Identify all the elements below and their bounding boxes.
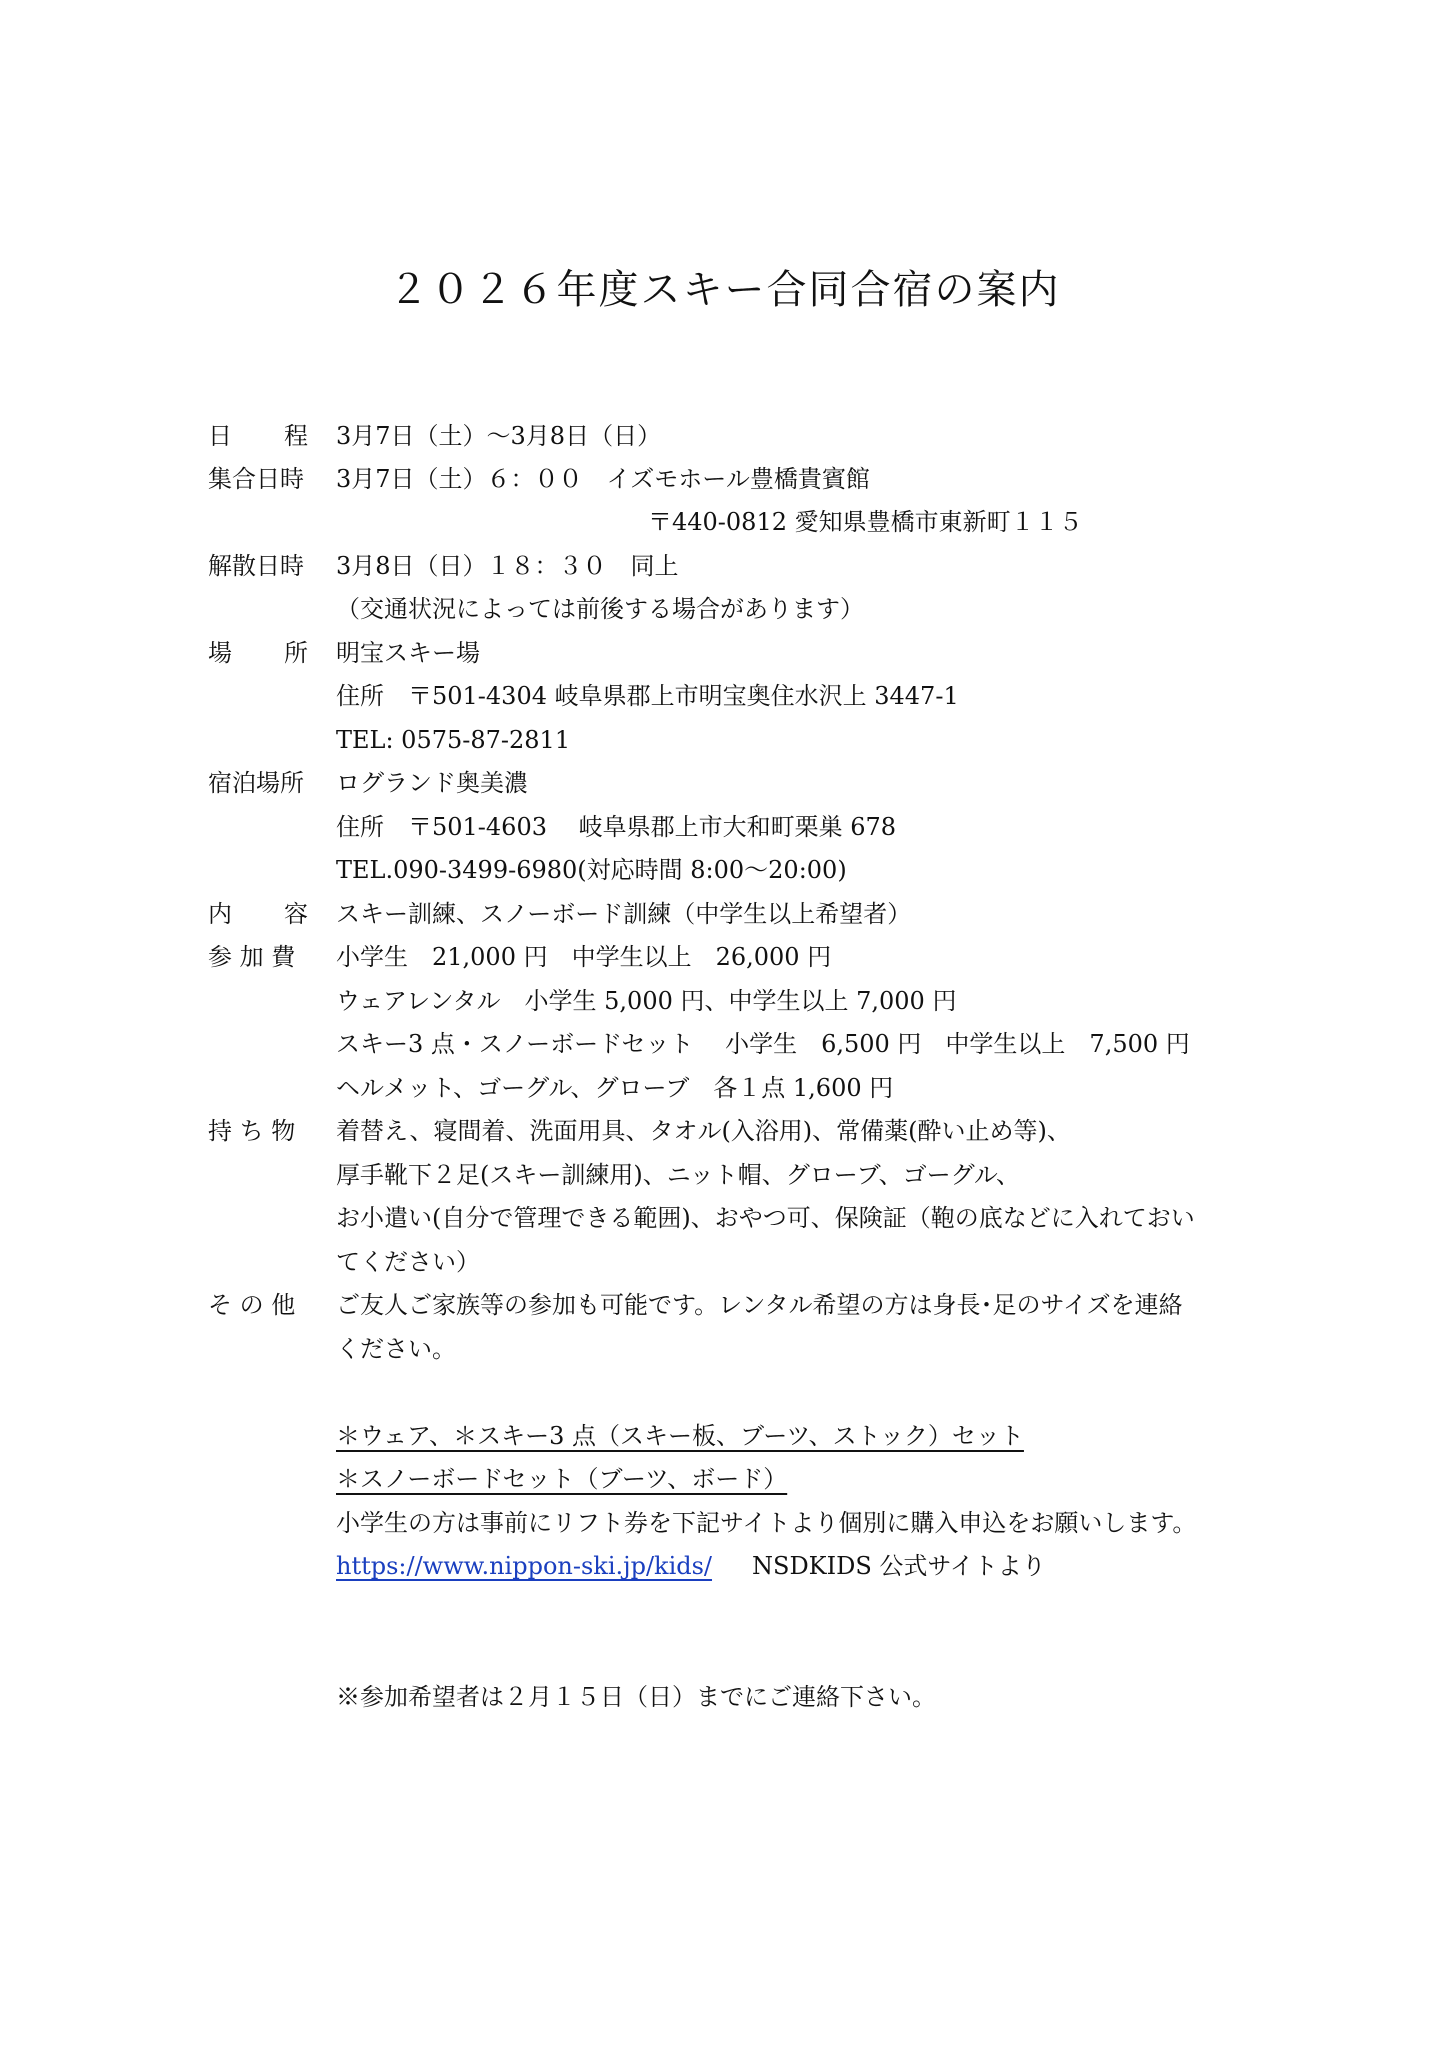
rental-items-line-2: ＊スノーボードセット（ブーツ、ボード） [336, 1465, 788, 1493]
label-location-b: 所 [284, 639, 308, 667]
lift-ticket-note: 小学生の方は事前にリフト券を下記サイトより個別に購入申込をお願いします。 [336, 1509, 1197, 1537]
lodging-tel: TEL.090-3499-6980(対応時間 8:00～20:00) [336, 856, 847, 884]
belongings-line-2: 厚手靴下２足(スキー訓練用)、ニット帽、グローブ、ゴーグル、 [336, 1161, 1021, 1189]
fees-line-3: スキー3 点・スノーボードセット 小学生 6,500 円 中学生以上 7,500 円 [336, 1030, 1190, 1058]
label-location [208, 638, 308, 668]
url-note: NSDKIDS 公式サイトより [752, 1552, 1046, 1580]
label-other: そ の 他 [208, 1291, 296, 1319]
label-schedule-a: 日 [208, 422, 232, 450]
meeting-line-1: 3月7日（土）６：００ イズモホール豊橋貴賓館 [336, 465, 870, 493]
label-fees: 参 加 費 [208, 943, 296, 971]
deadline-note: ※参加希望者は２月１５日（日）までにご連絡下さい。 [336, 1683, 936, 1711]
label-meeting: 集合日時 [208, 465, 304, 493]
belongings-line-3: お小遣い(自分で管理できる範囲)、おやつ可、保険証（鞄の底などに入れておい [336, 1204, 1195, 1232]
label-content [208, 899, 308, 929]
lodging-name: ログランド奥美濃 [336, 769, 528, 797]
location-name: 明宝スキー場 [336, 639, 480, 667]
label-schedule [208, 421, 308, 451]
other-line-2: ください。 [336, 1335, 456, 1363]
dismissal-line-2: （交通状況によっては前後する場合があります） [336, 595, 864, 623]
label-content-b: 容 [284, 900, 308, 928]
fees-line-4: ヘルメット、ゴーグル、グローブ 各１点 1,600 円 [336, 1074, 894, 1102]
content-text: スキー訓練、スノーボード訓練（中学生以上希望者） [336, 900, 912, 928]
label-belongings: 持 ち 物 [208, 1117, 296, 1145]
other-line-1: ご友人ご家族等の参加も可能です。レンタル希望の方は身長･足のサイズを連絡 [336, 1291, 1183, 1319]
fees-line-1: 小学生 21,000 円 中学生以上 26,000 円 [336, 943, 832, 971]
label-location-a: 場 [208, 639, 232, 667]
label-schedule-b: 程 [284, 422, 308, 450]
lodging-address: 住所 〒501-4603 岐阜県郡上市大和町栗巣 678 [336, 813, 897, 841]
fees-line-2: ウェアレンタル 小学生 5,000 円、中学生以上 7,000 円 [336, 987, 957, 1015]
label-content-a: 内 [208, 900, 232, 928]
location-address: 住所 〒501-4304 岐阜県郡上市明宝奥住水沢上 3447-1 [336, 682, 959, 710]
nsdkids-link[interactable]: https://www.nippon-ski.jp/kids/ [336, 1552, 713, 1580]
location-tel: TEL: 0575-87-2811 [336, 726, 571, 754]
label-lodging: 宿泊場所 [208, 769, 304, 797]
document-title: ２０２６年度スキー合同合宿の案内 [388, 267, 1061, 313]
label-dismissal: 解散日時 [208, 552, 304, 580]
schedule-text: 3月7日（土）～3月8日（日） [336, 422, 662, 450]
belongings-line-1: 着替え、寝間着、洗面用具、タオル(入浴用)、常備薬(酔い止め等)、 [336, 1117, 1071, 1145]
meeting-line-2: 〒440-0812 愛知県豊橋市東新町１１５ [648, 508, 1083, 536]
belongings-line-4: てください） [336, 1248, 480, 1276]
dismissal-line-1: 3月8日（日）１８：３０ 同上 [336, 552, 679, 580]
rental-items-line-1: ＊ウェア、＊スキー3 点（スキー板、ブーツ、ストック）セット [336, 1422, 1024, 1450]
